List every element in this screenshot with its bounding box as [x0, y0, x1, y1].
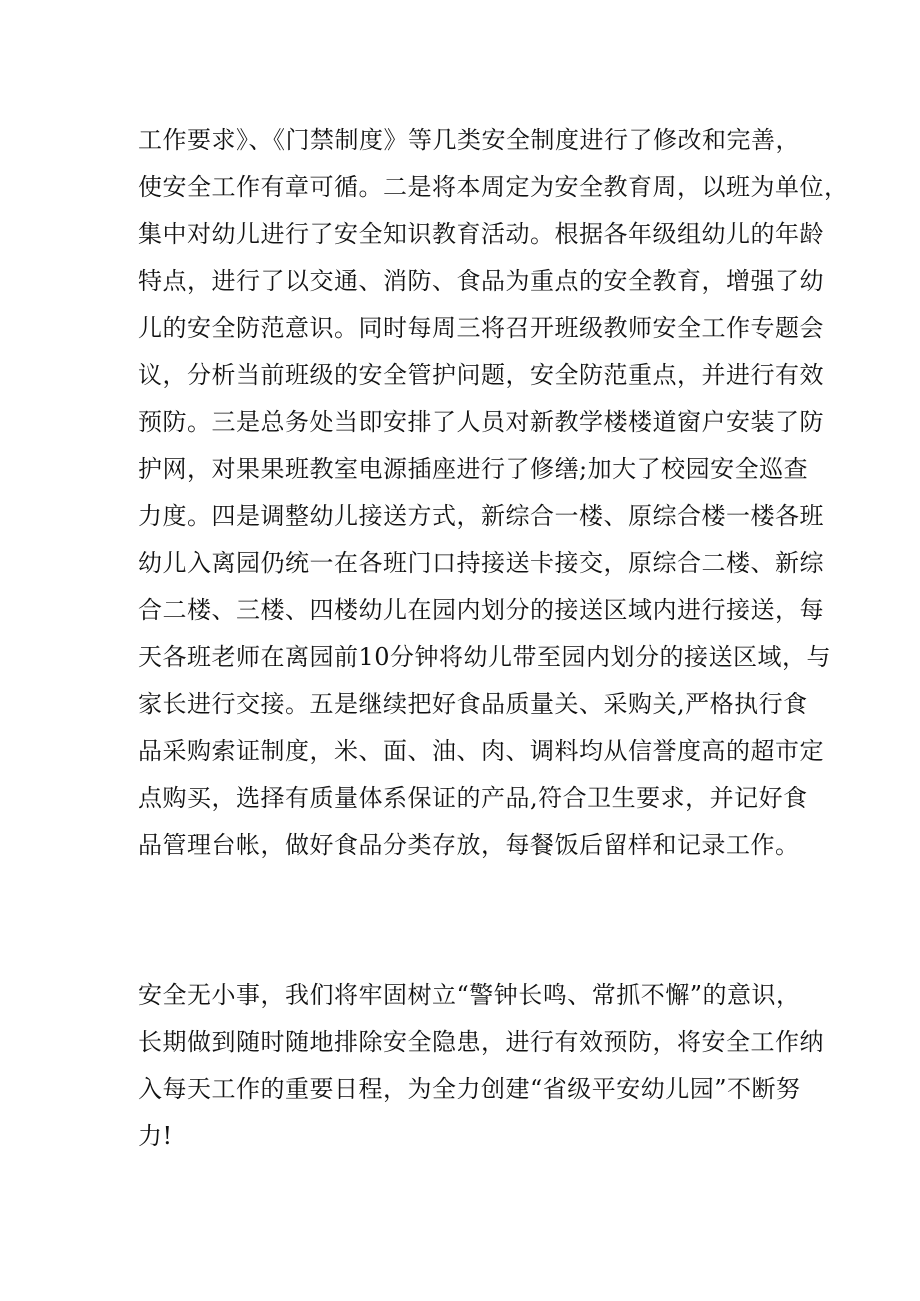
text-line: 预防。三是总务处当即安排了人员对新教学楼楼道窗户安装了防	[138, 408, 824, 436]
text-line: 幼儿入离园仍统一在各班门口持接送卡接交，原综合二楼、新综	[138, 549, 824, 577]
text-line: 集中对幼儿进行了安全知识教育活动。根据各年级组幼儿的年龄	[138, 220, 824, 248]
text-line: 点购买，选择有质量体系保证的产品,符合卫生要求，并记好食	[138, 784, 808, 812]
text-line: 力度。四是调整幼儿接送方式，新综合一楼、原综合楼一楼各班	[138, 502, 824, 530]
text-line: 工作要求》、《门禁制度》等几类安全制度进行了修改和完善，	[138, 126, 800, 154]
text-line: 使安全工作有章可循。二是将本周定为安全教育周，以班为单位，	[138, 173, 849, 201]
text-line: 儿的安全防范意识。同时每周三将召开班级教师安全工作专题会	[138, 314, 824, 342]
text-line: 品管理台帐，做好食品分类存放，每餐饭后留样和记录工作。	[138, 831, 800, 859]
text-line: 安全无小事，我们将牢固树立“警钟长鸣、常抓不懈”的意识，	[138, 981, 801, 1009]
text-line: 议，分析当前班级的安全管护问题，安全防范重点，并进行有效	[138, 361, 824, 389]
text-line: 品采购索证制度，米、面、油、肉、调料均从信誉度高的超市定	[138, 737, 824, 765]
text-line: 天各班老师在离园前10分钟将幼儿带至园内划分的接送区域，与	[138, 643, 832, 671]
text-line: 家长进行交接。五是继续把好食品质量关、采购关,严格执行食	[138, 690, 808, 718]
text-line: 特点，进行了以交通、消防、食品为重点的安全教育，增强了幼	[138, 267, 824, 295]
text-line: 入每天工作的重要日程，为全力创建“省级平安幼儿园”不断努	[138, 1075, 801, 1103]
text-line: 长期做到随时随地排除安全隐患，进行有效预防，将安全工作纳	[138, 1028, 824, 1056]
text-line: 护网，对果果班教室电源插座进行了修缮;加大了校园安全巡查	[138, 455, 809, 483]
text-line: 力!	[138, 1122, 173, 1150]
text-line: 合二楼、三楼、四楼幼儿在园内划分的接送区域内进行接送，每	[138, 596, 824, 624]
